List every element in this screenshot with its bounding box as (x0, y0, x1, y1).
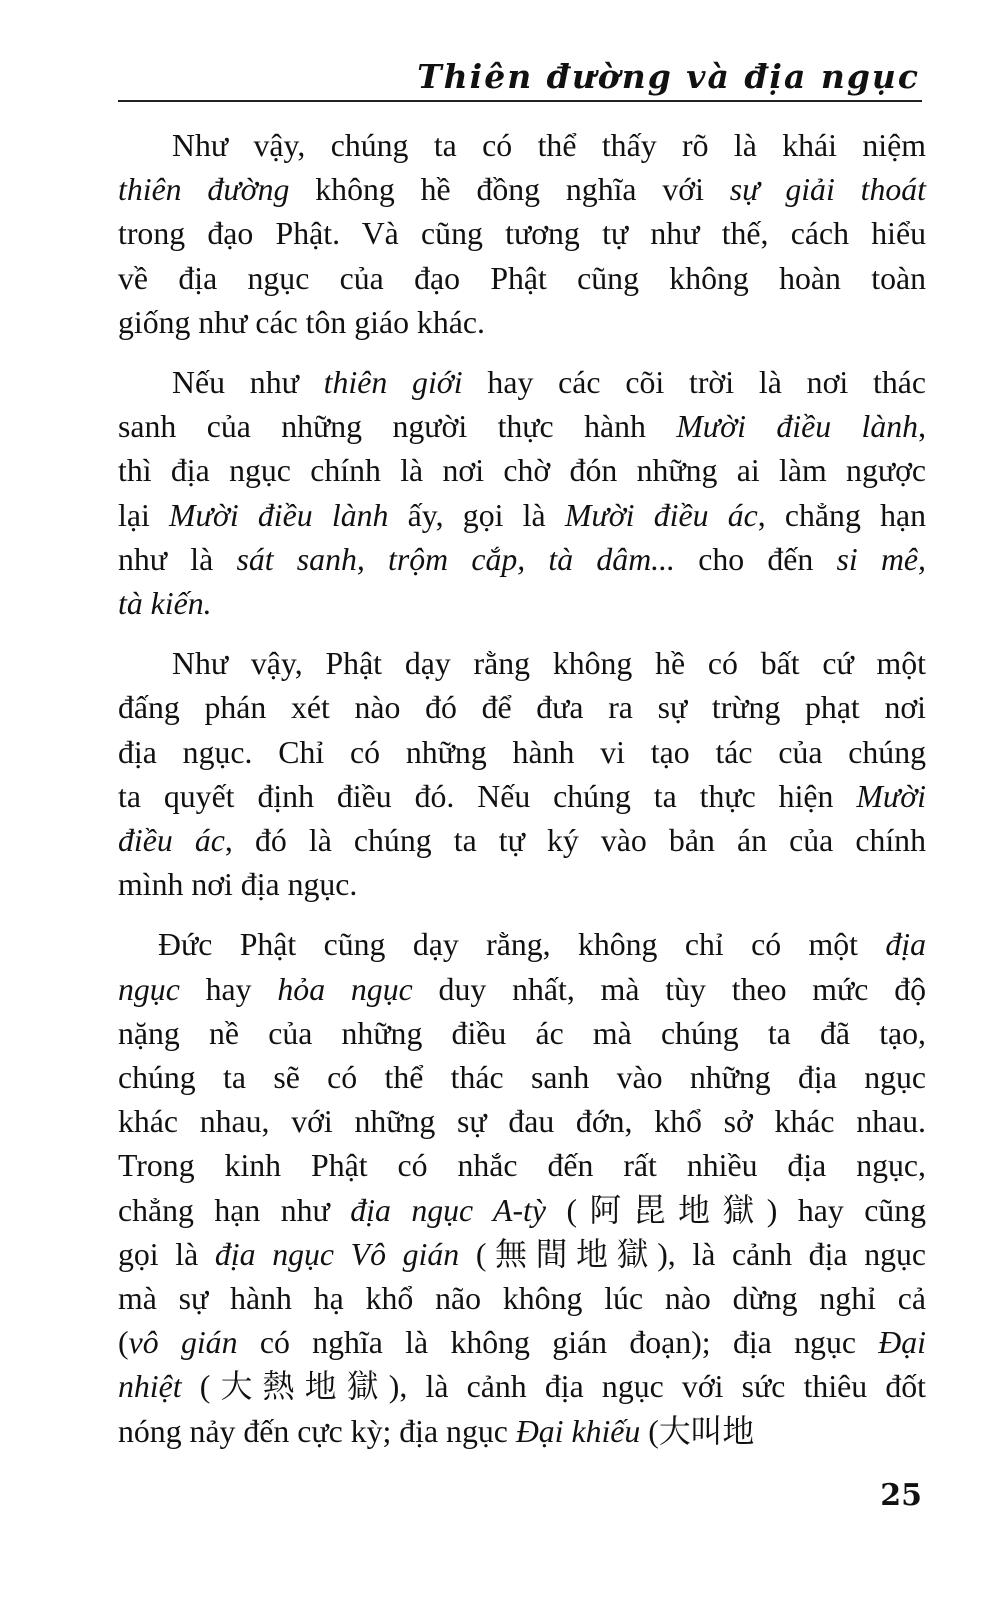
italic-term: sát sanh, trộm cắp, tà dâm... (236, 541, 676, 577)
italic-term: sự giải thoát (729, 172, 926, 208)
text-line (118, 1410, 926, 1454)
text-line (118, 124, 926, 168)
italic-term: địa ngục Vô gián (214, 1236, 460, 1272)
text-run: ấy, gọi là (388, 497, 565, 533)
text-run: như là (118, 541, 237, 577)
text-line (118, 1189, 926, 1233)
text-line (118, 775, 926, 819)
page-number: 25 (880, 1478, 922, 1513)
text-run: ta quyết định điều đó. Nếu chúng ta thực hiện (118, 778, 857, 814)
text-line (118, 257, 926, 301)
italic-term: si mê, (836, 541, 926, 577)
text-line (118, 494, 926, 538)
italic-term: thiên đường (118, 172, 290, 208)
text-line (118, 1144, 926, 1188)
italic-term: Mười (856, 778, 926, 814)
text-line (118, 1233, 926, 1277)
running-header (118, 50, 922, 102)
text-run: (大叫地 (640, 1413, 755, 1449)
italic-term: vô gián (128, 1325, 238, 1361)
italic-term: thiên giới (323, 365, 463, 401)
text-line (118, 642, 926, 686)
text-line (118, 923, 926, 967)
text-run: hay các cõi trời là nơi thác (462, 365, 926, 401)
text-run: không hề đồng nghĩa với (289, 172, 730, 208)
text-line (118, 582, 926, 626)
text-run: mình nơi địa ngục. (118, 867, 358, 903)
text-line (118, 819, 926, 863)
text-run: chúng ta sẽ có thể thác sanh vào những địa ngục (118, 1060, 926, 1096)
text-line (118, 731, 926, 775)
paragraph (118, 642, 926, 907)
text-run: , đó là chúng ta tự ký vào bản án của chính (224, 823, 926, 859)
italic-term: ngục (118, 971, 180, 1007)
text-line (118, 1012, 926, 1056)
paragraph (118, 124, 926, 345)
text-line (118, 405, 926, 449)
italic-term: Mười điều lành (169, 497, 389, 533)
text-line (118, 1365, 926, 1409)
italic-term: hỏa ngục (277, 971, 413, 1007)
text-run: cho đến (675, 541, 837, 577)
text-run: (阿毘地獄) hay cũng (546, 1192, 926, 1228)
text-run: Nếu như (172, 365, 324, 401)
text-run: gọi là (118, 1236, 215, 1272)
text-run: ( (118, 1325, 129, 1361)
text-run: duy nhất, mà tùy theo mức độ (412, 971, 927, 1007)
text-run: Như vậy, chúng ta có thể thấy rõ là khái niệm (172, 128, 926, 163)
text-run: , (918, 409, 927, 445)
text-run: Như vậy, Phật dạy rằng không hề có bất cứ một (172, 646, 926, 682)
text-line (118, 1056, 926, 1100)
text-line (118, 449, 926, 493)
text-run: nặng nề của những điều ác mà chúng ta đã tạo, (118, 1015, 926, 1051)
italic-term: Đại khiếu (515, 1413, 641, 1449)
text-line (118, 1277, 926, 1321)
body-text (118, 124, 926, 1470)
italic-term: địa ngục A-tỳ (350, 1192, 546, 1228)
italic-term: điều ác (118, 823, 225, 859)
italic-term: nhiệt (118, 1369, 182, 1405)
running-title: Thiên đường và địa ngục (417, 57, 920, 96)
text-run: lại (118, 497, 170, 533)
text-line (118, 361, 926, 405)
text-line (118, 538, 926, 582)
text-run: (無間地獄), là cảnh địa ngục (459, 1236, 926, 1272)
italic-term: Đại (878, 1325, 926, 1361)
text-line (118, 1100, 926, 1144)
text-run: về địa ngục của đạo Phật cũng không hoàn toàn (118, 260, 926, 296)
paragraph (118, 923, 926, 1453)
text-run: khác nhau, với những sự đau đớn, khổ sở khác nhau. (118, 1104, 926, 1140)
text-line (118, 301, 926, 345)
italic-term: địa (885, 927, 926, 963)
italic-term: Mười điều ác (564, 497, 758, 533)
text-run: địa ngục. Chỉ có những hành vi tạo tác của chúng (118, 734, 926, 770)
text-run: hay (179, 971, 278, 1007)
text-run: mà sự hành hạ khổ não không lúc nào dừng nghỉ cả (118, 1281, 926, 1317)
text-run: có nghĩa là không gián đoạn); địa ngục (237, 1325, 879, 1361)
text-line (118, 168, 926, 212)
text-run: thì địa ngục chính là nơi chờ đón những ai làm ngược (118, 453, 926, 489)
italic-term: tà kiến. (118, 586, 212, 622)
italic-term: Mười điều lành (676, 409, 919, 445)
text-run: Đức Phật cũng dạy rằng, không chỉ có một (158, 927, 886, 963)
text-line (118, 212, 926, 256)
text-run: giống như các tôn giáo khác. (118, 304, 485, 340)
text-run: Trong kinh Phật có nhắc đến rất nhiều địa ngục, (118, 1148, 926, 1184)
text-line (118, 968, 926, 1012)
text-run: nóng nảy đến cực kỳ; địa ngục (118, 1413, 516, 1449)
text-line (118, 1321, 926, 1365)
text-line (118, 863, 926, 907)
text-run: trong đạo Phật. Và cũng tương tự như thế, cách hiểu (118, 216, 926, 252)
paragraph (118, 361, 926, 626)
text-line (118, 686, 926, 730)
text-run: chẳng hạn như (118, 1192, 351, 1228)
text-run: sanh của những người thực hành (118, 409, 677, 445)
text-run: (大熱地獄), là cảnh địa ngục với sức thiêu đốt (181, 1369, 926, 1405)
text-run: , chẳng hạn (757, 497, 926, 533)
text-run: đấng phán xét nào đó để đưa ra sự trừng phạt nơi (118, 690, 926, 726)
